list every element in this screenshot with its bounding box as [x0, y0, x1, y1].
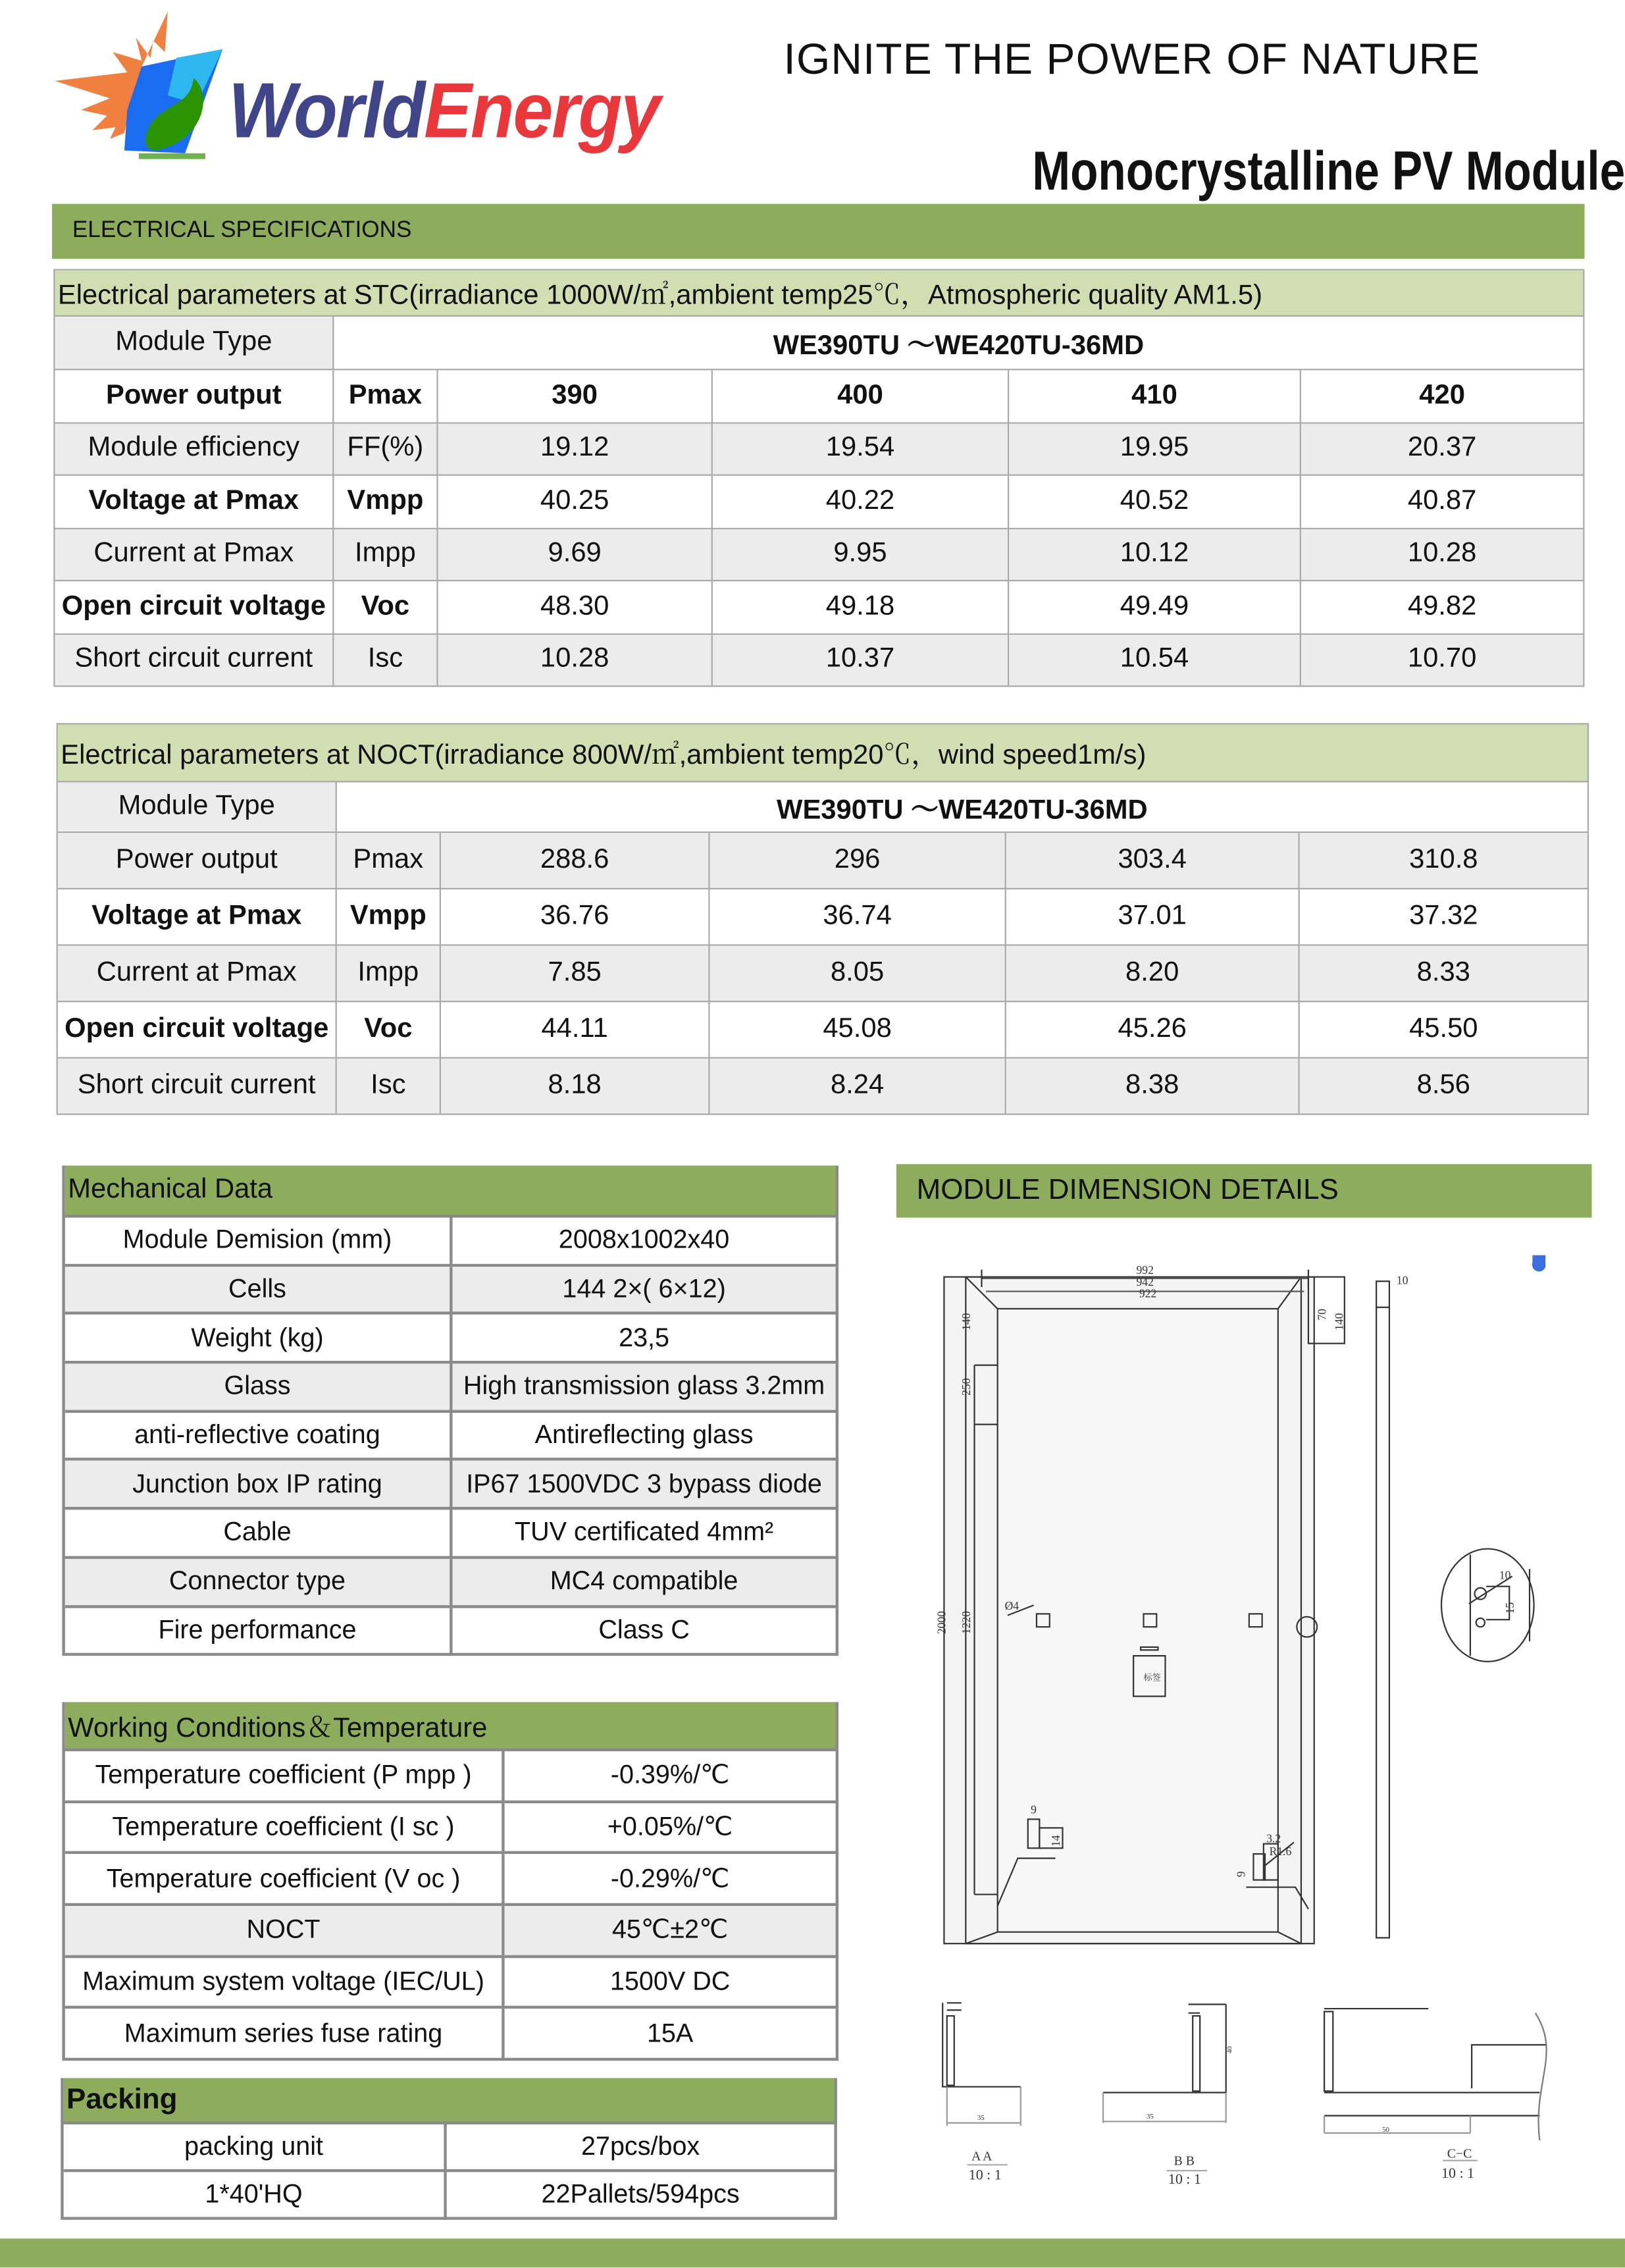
- row-symbol: Voc: [337, 1002, 441, 1059]
- row-value: MC4 compatible: [453, 1559, 838, 1608]
- row-value: 36.76: [441, 889, 710, 946]
- dim-hole: Ø4: [1004, 1598, 1019, 1612]
- row-value: 37.32: [1300, 889, 1589, 946]
- row-label: Maximum series fuse rating: [65, 2009, 505, 2061]
- row-value: Antireflecting glass: [453, 1413, 838, 1462]
- row-value: -0.29%/℃: [505, 1855, 838, 1906]
- row-value: Class C: [453, 1608, 838, 1656]
- module-type-label: Module Type: [58, 782, 337, 833]
- row-value: 45.08: [710, 1002, 1006, 1059]
- row-label: Temperature coefficient (P mpp ): [65, 1751, 505, 1803]
- row-label: Maximum system voltage (IEC/UL): [65, 1958, 505, 2009]
- row-label: Voltage at Pmax: [55, 476, 334, 529]
- row-value: 20.37: [1301, 423, 1585, 476]
- module-type-value: WE390TU ～WE420TU-36MD: [337, 782, 1589, 833]
- row-value: 19.95: [1009, 423, 1301, 476]
- row-value: TUV certificated 4mm²: [453, 1510, 838, 1559]
- table-title: Electrical parameters at STC(irradiance 1000W/㎡,ambient temp25℃，Atmospheric quality AM1.5): [55, 271, 1584, 317]
- row-label: Short circuit current: [58, 1059, 337, 1115]
- table-title: Mechanical Data: [65, 1165, 838, 1217]
- row-value: 36.74: [710, 889, 1006, 946]
- dim-942: 942: [1136, 1275, 1154, 1288]
- row-label: Voltage at Pmax: [58, 889, 337, 946]
- row-label: NOCT: [65, 1906, 505, 1957]
- dim-bb-35: 35: [1146, 2113, 1154, 2121]
- dim-slot-14: 14: [1049, 1835, 1063, 1847]
- table-title: Electrical parameters at NOCT(irradiance 800W/㎡,ambient temp20℃，wind speed1m/s): [58, 724, 1589, 782]
- dim-r1-6: R1.6: [1269, 1845, 1292, 1859]
- row-value: 390: [438, 370, 713, 423]
- module-type-label: Module Type: [55, 317, 334, 370]
- row-label: Cells: [65, 1267, 453, 1315]
- row-value: 10.70: [1301, 634, 1585, 687]
- row-value: 45.50: [1300, 1002, 1589, 1059]
- dim-1220: 1220: [959, 1611, 973, 1635]
- row-value: 8.56: [1300, 1059, 1589, 1115]
- dim-thickness: 10: [1396, 1273, 1408, 1287]
- dim-2000: 2000: [935, 1611, 948, 1635]
- logo-world: World: [228, 68, 425, 155]
- row-value: 15A: [505, 2009, 838, 2061]
- row-label: Fire performance: [65, 1608, 453, 1656]
- row-symbol: Isc: [337, 1059, 441, 1115]
- row-value: High transmission glass 3.2mm: [453, 1364, 838, 1413]
- row-value: 40.52: [1009, 476, 1301, 529]
- row-value: 10.54: [1009, 634, 1301, 687]
- row-label: Junction box IP rating: [65, 1462, 453, 1510]
- row-label: Power output: [58, 833, 337, 889]
- dim-70: 70: [1315, 1308, 1329, 1321]
- row-symbol: Isc: [334, 634, 438, 687]
- row-value: 9.95: [713, 529, 1009, 581]
- row-value: 27pcs/box: [447, 2124, 837, 2172]
- row-value: 303.4: [1006, 833, 1300, 889]
- section-b-scale: 10 : 1: [1168, 2170, 1201, 2187]
- row-symbol: Impp: [334, 529, 438, 581]
- row-value: 23,5: [453, 1315, 838, 1364]
- row-value: IP67 1500VDC 3 bypass diode: [453, 1462, 838, 1510]
- row-value: 44.11: [441, 1002, 710, 1059]
- row-label: Temperature coefficient (I sc ): [65, 1803, 505, 1854]
- row-value: 19.12: [438, 423, 713, 476]
- dim-detail-10: 10: [1499, 1568, 1511, 1582]
- row-label: packing unit: [64, 2124, 447, 2172]
- row-value: 7.85: [441, 946, 710, 1003]
- row-value: 40.87: [1301, 476, 1585, 529]
- row-label: Current at Pmax: [55, 529, 334, 581]
- row-value: 8.38: [1006, 1059, 1300, 1115]
- dim-cc-50: 50: [1381, 2125, 1389, 2134]
- row-value: 10.28: [438, 634, 713, 687]
- row-value: 9.69: [438, 529, 713, 581]
- row-value: 10.12: [1009, 529, 1301, 581]
- row-value: 49.82: [1301, 581, 1585, 634]
- footer-bar: [0, 2238, 1625, 2267]
- row-label: Glass: [65, 1364, 453, 1413]
- corner-marker-icon: [1532, 1255, 1545, 1272]
- row-label: Open circuit voltage: [58, 1002, 337, 1059]
- row-label: Power output: [55, 370, 334, 423]
- row-value: 40.22: [713, 476, 1009, 529]
- row-value: 288.6: [441, 833, 710, 889]
- row-value: 8.33: [1300, 946, 1589, 1003]
- section-a-scale: 10 : 1: [968, 2166, 1002, 2183]
- row-value: 19.54: [713, 423, 1009, 476]
- dimension-title: MODULE DIMENSION DETAILS: [916, 1174, 1339, 1206]
- section-title: ELECTRICAL SPECIFICATIONS: [72, 218, 412, 244]
- row-label: Current at Pmax: [58, 946, 337, 1003]
- tagline: IGNITE THE POWER OF NATURE: [783, 36, 1481, 84]
- row-value: 37.01: [1006, 889, 1300, 946]
- dim-140-right: 140: [1332, 1313, 1346, 1331]
- row-label: 1*40'HQ: [64, 2172, 447, 2219]
- row-value: 420: [1301, 370, 1585, 423]
- dim-922: 922: [1139, 1286, 1157, 1300]
- row-value: 1500V DC: [505, 1958, 838, 2009]
- dim-250: 250: [959, 1378, 973, 1396]
- row-value: 45.26: [1006, 1002, 1300, 1059]
- table-title: Packing: [64, 2078, 837, 2124]
- section-c-scale: 10 : 1: [1441, 2165, 1475, 2182]
- row-label: Connector type: [65, 1559, 453, 1608]
- row-value: 10.28: [1301, 529, 1585, 581]
- row-label: Cable: [65, 1510, 453, 1559]
- module-type-value: WE390TU ～WE420TU-36MD: [334, 317, 1584, 370]
- row-symbol: Voc: [334, 581, 438, 634]
- row-symbol: Impp: [337, 946, 441, 1003]
- section-c-label: C−C: [1447, 2146, 1472, 2161]
- row-value: 49.18: [713, 581, 1009, 634]
- row-label: anti-reflective coating: [65, 1413, 453, 1462]
- logo-energy: Energy: [424, 68, 659, 155]
- row-value: 400: [713, 370, 1009, 423]
- row-symbol: Vmpp: [337, 889, 441, 946]
- table-title: Working Conditions＆Temperature: [65, 1702, 838, 1751]
- row-value: 45℃±2℃: [505, 1906, 838, 1957]
- row-value: 144 2×( 6×12): [453, 1267, 838, 1315]
- dim-slot-9b: 9: [1234, 1871, 1248, 1878]
- row-value: 2008x1002x40: [453, 1218, 838, 1267]
- section-b-label: B B: [1174, 2153, 1195, 2169]
- dim-992: 992: [1136, 1263, 1154, 1277]
- dim-detail-15: 15: [1503, 1602, 1516, 1614]
- section-a-label: A A: [971, 2149, 993, 2164]
- row-label: Weight (kg): [65, 1315, 453, 1364]
- row-value: +0.05%/℃: [505, 1803, 838, 1854]
- row-value: 8.24: [710, 1059, 1006, 1115]
- row-value: 8.18: [441, 1059, 710, 1115]
- dim-140: 140: [959, 1313, 973, 1331]
- row-value: 8.05: [710, 946, 1006, 1003]
- row-value: 8.20: [1006, 946, 1300, 1003]
- row-value: 49.49: [1009, 581, 1301, 634]
- row-value: 48.30: [438, 581, 713, 634]
- row-label: Short circuit current: [55, 634, 334, 687]
- row-symbol: Pmax: [337, 833, 441, 889]
- row-symbol: Vmpp: [334, 476, 438, 529]
- row-value: -0.39%/℃: [505, 1751, 838, 1803]
- dim-3-2: 3.2: [1266, 1832, 1281, 1845]
- row-value: 22Pallets/594pcs: [447, 2172, 837, 2219]
- label-box-text: 标签: [1143, 1672, 1161, 1683]
- row-value: 410: [1009, 370, 1301, 423]
- row-value: 40.25: [438, 476, 713, 529]
- row-value: 310.8: [1300, 833, 1589, 889]
- row-symbol: Pmax: [334, 370, 438, 423]
- row-label: Temperature coefficient (V oc ): [65, 1855, 505, 1906]
- row-label: Module efficiency: [55, 423, 334, 476]
- row-value: 296: [710, 833, 1006, 889]
- row-label: Open circuit voltage: [55, 581, 334, 634]
- row-label: Module Demision (mm): [65, 1218, 453, 1267]
- row-value: 10.37: [713, 634, 1009, 687]
- dim-bb-40: 40: [1225, 2046, 1234, 2054]
- dim-slot-9: 9: [1031, 1803, 1037, 1816]
- row-symbol: FF(%): [334, 423, 438, 476]
- dim-aa-35: 35: [977, 2114, 985, 2123]
- product-title: Monocrystalline PV Module: [1032, 142, 1625, 203]
